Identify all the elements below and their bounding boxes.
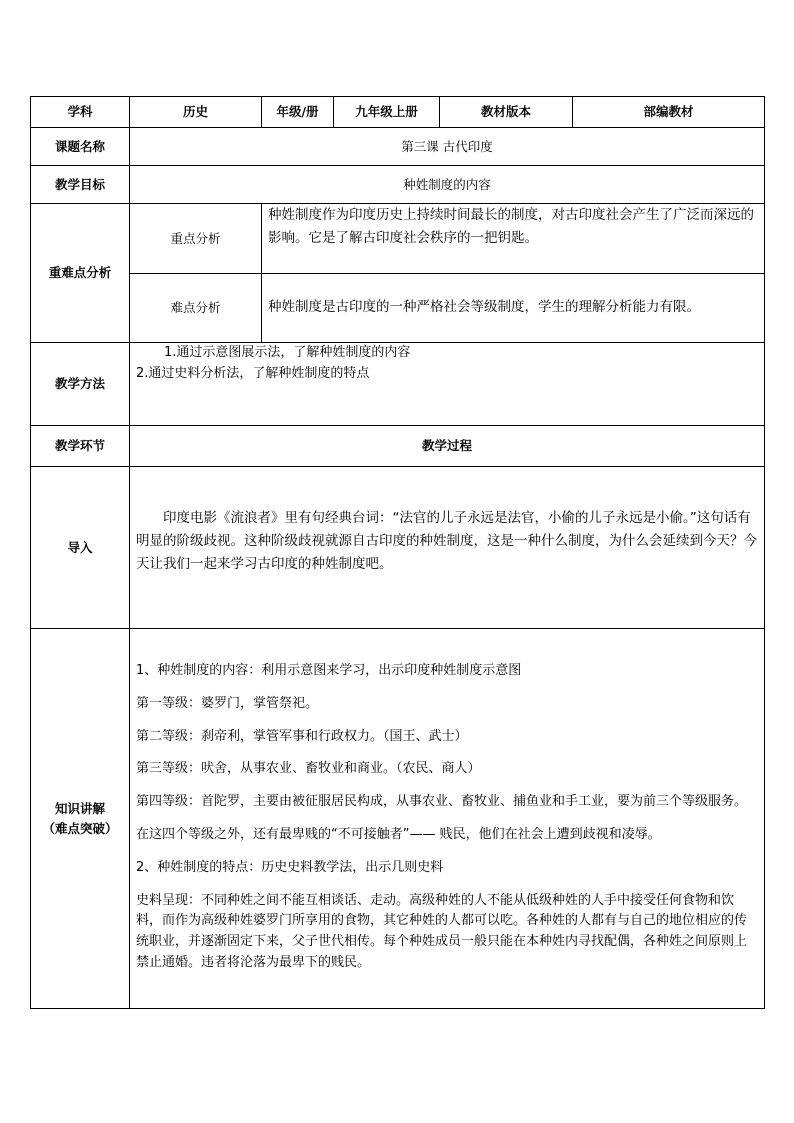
- method-line-2: 2.通过史料分析法，了解种姓制度的特点: [136, 365, 370, 381]
- lesson-title-label: 课题名称: [31, 128, 130, 166]
- key-analysis-label: 重点分析: [130, 204, 262, 274]
- teaching-methods-row: [31, 343, 765, 426]
- header-row: [31, 97, 765, 128]
- difficult-analysis-label: 难点分析: [130, 274, 262, 343]
- knowledge-para-7: 2、种姓制度的特点：历史史料教学法，出示几则史料: [136, 859, 444, 875]
- grade-value: 九年级上册: [334, 97, 440, 128]
- process-header-row: [31, 426, 765, 467]
- knowledge-label: [31, 629, 130, 1009]
- grade-label: 年级/册: [262, 97, 334, 128]
- introduction-text-cell: [130, 467, 765, 629]
- teaching-methods-text: [130, 343, 765, 426]
- knowledge-para-4: 第三等级：吠舍，从事农业、畜牧业和商业。（农民、商人）: [136, 761, 481, 777]
- knowledge-para-3: 第二等级：刹帝利，掌管军事和行政权力。（国王、武士）: [136, 728, 468, 744]
- edition-value: 部编教材: [573, 97, 765, 128]
- teaching-goal-value: 种姓制度的内容: [130, 166, 765, 204]
- teaching-process-label: 教学过程: [130, 426, 765, 467]
- knowledge-row: [31, 629, 765, 1009]
- knowledge-para-5: 第四等级：首陀罗，主要由被征服居民构成，从事农业、畜牧业、捕鱼业和手工业，要为前三个等级服务。: [136, 794, 748, 810]
- subject-value: 历史: [130, 97, 262, 128]
- teaching-goal-label: 教学目标: [31, 166, 130, 204]
- lesson-title-value: 第三课 古代印度: [130, 128, 765, 166]
- subject-label: 学科: [31, 97, 130, 128]
- method-line-1: 1.通过示意图展示法，了解种姓制度的内容: [164, 345, 411, 360]
- key-analysis-text: 种姓制度作为印度历史上持续时间最长的制度，对古印度社会产生了广泛而深远的影响。它是了解古印度社会秩序的一把钥匙。: [262, 204, 765, 274]
- knowledge-para-2: 第一等级：婆罗门，掌管祭祀。: [136, 695, 319, 711]
- knowledge-para-1: 1、种姓制度的内容：利用示意图来学习，出示印度种姓制度示意图: [136, 663, 522, 678]
- difficult-analysis-row: [31, 274, 765, 343]
- introduction-label: 导入: [31, 467, 130, 629]
- teaching-methods-label: 教学方法: [31, 343, 130, 426]
- knowledge-text-cell: [130, 629, 765, 1009]
- knowledge-label-line-1: 知识讲解: [54, 800, 105, 816]
- teaching-goal-row: [31, 166, 765, 204]
- lesson-plan-table: [30, 96, 765, 1009]
- analysis-label: 重难点分析: [31, 204, 130, 343]
- difficult-analysis-text: 种姓制度是古印度的一种严格社会等级制度，学生的理解分析能力有限。: [262, 274, 765, 343]
- knowledge-para-6: 在这四个等级之外，还有最卑贱的“不可接触者”—— 贱民，他们在社会上遭到歧视和凌辱。: [136, 826, 661, 842]
- knowledge-label-line-2: （难点突破）: [42, 820, 118, 836]
- introduction-text: 印度电影《流浪者》里有句经典台词：“法官的儿子永远是法官，小偷的儿子永远是小偷。”这句话有明显的阶级歧视。这种阶级歧视就源自古印度的种姓制度，这是一种什么制度，为什么会延续到今天？今天让我们一起来学习古印度的种姓制度吧。: [136, 510, 757, 572]
- knowledge-para-8: 史料呈现：不同种姓之间不能互相谈话、走动。高级种姓的人不能从低级种姓的人手中接受任何食物和饮料，而作为高级种姓婆罗门所享用的食物，其它种姓的人都可以吃。各种姓的人都有与自己的地位相应的传统职业，并逐渐固定下来，父子世代相传。每个种姓成员一般只能在本种姓内寻找配偶，各种姓之间原则上禁止通婚。违者将沦落为最卑下的贱民。: [136, 892, 748, 970]
- introduction-row: [31, 467, 765, 629]
- teaching-stage-label: 教学环节: [31, 426, 130, 467]
- lesson-title-row: [31, 128, 765, 166]
- edition-label: 教材版本: [440, 97, 573, 128]
- key-analysis-row: [31, 204, 765, 274]
